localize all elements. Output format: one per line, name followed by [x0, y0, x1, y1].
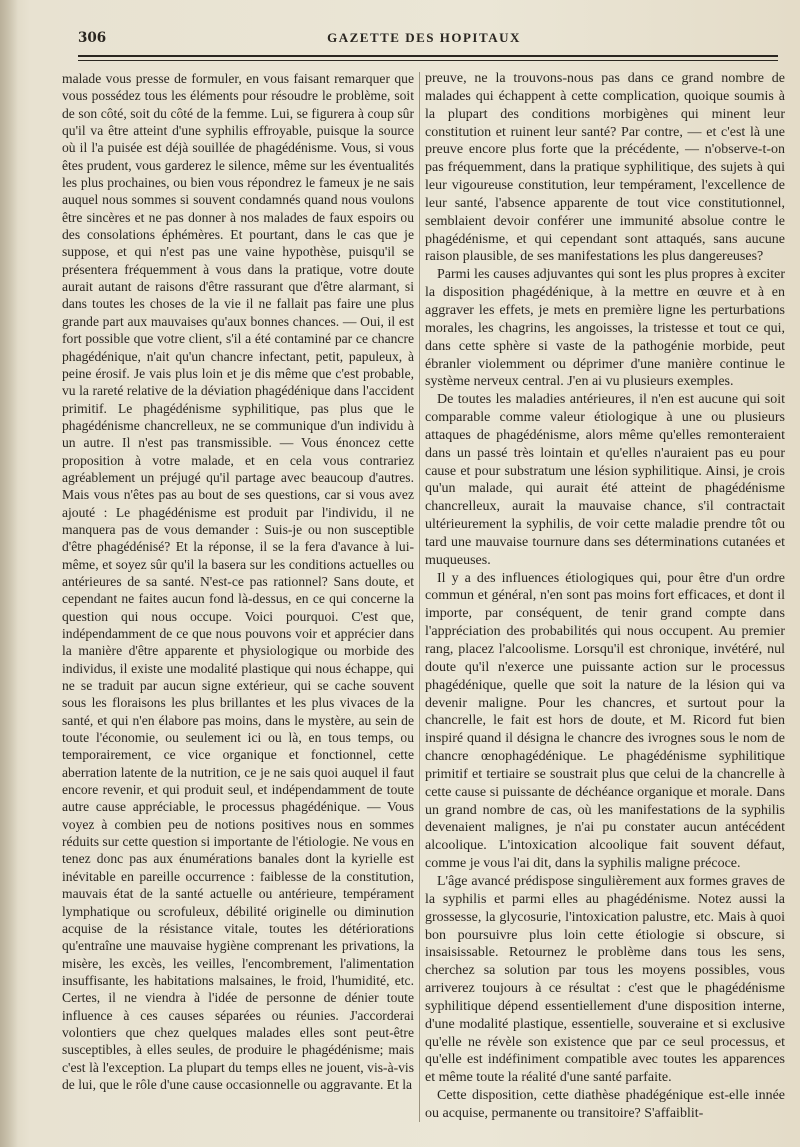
- page-header: [78, 26, 770, 50]
- right-paragraph-5: L'âge avancé prédispose singulièrement aux formes graves de la syphilis et parmi elles au phagédénisme. Notez aussi la grossesse, la glycosurie, l'intoxication palustre, etc. Mais à quoi bon poursuivre plus loin cette étiologie si obscure, si insaisissable. Retournez le problème dans tous les sens, cherchez sa solution par tous les moyens possibles, vous arriverez toujours à ce résultat : c'est que le phagédénisme syphilitique dépend essentiellement d'une disposition interne, d'une modalité plastique, essentielle, souveraine et si exclusive qu'elle ne révèle son existence que par ce seul processus, et qu'elle est indéfiniment compatible avec toutes les apparences et même toute la réalité d'une santé parfaite.: [425, 873, 785, 1086]
- right-paragraph-2: Parmi les causes adjuvantes qui sont les plus propres à exciter la disposition phagédénique, à la mettre en œuvre et à en aggraver les effets, je mets en première ligne les perturbations morales, les chagrins, les angoisses, la tristesse et tout ce qui, dans cette sphère si vaste de la pathogénie morbide, peut ébranler violemment ou déprimer d'une manière continue le système nerveux central. J'en ai vu plusieurs exemples.: [425, 267, 785, 390]
- right-paragraph-3: De toutes les maladies antérieures, il n'en est aucune qui soit comparable comme valeur étiologique à une ou plusieurs attaques de phagédénisme, alors même qu'elles remonteraient dans un passé très lointain et qu'elles n'auraient pas eu pour cause et pour substratum une lésion syphilitique. Ainsi, je crois qu'un malade, qui aurait été atteint de phagédénisme chancrelleux, aurait la mauvaise chance, s'il contractait ultérieurement la syphilis, de voir cette maladie prendre tôt ou tard une mauvaise tournure dans ses déterminations cutanées et muqueuses.: [425, 392, 785, 568]
- right-paragraph-4: Il y a des influences étiologiques qui, pour être d'un ordre commun et général, n'en sont pas moins fort efficaces, et dont il importe, par conséquent, de tenir grand compte dans l'appréciation des probabilités qui nous occupent. Au premier rang, placez l'alcoolisme. Lorsqu'il est chronique, invétéré, nul doute qu'il n'exerce une puissante action sur le processus phagédénique, quelle que soit la nature de la lésion qui va devenir maligne. Pour les chancres, et surtout pour la chancrelle, le fait est hors de doute, et M. Ricord fut bien inspiré quand il désigna le chancre des ivrognes sous le nom de chancre œnophagédénique. Le phagédénisme syphilitique primitif et tertiaire se soustrait plus que celui de la chancrelle à cette cause si puissante de déchéance organique et morale. Dans un grand nombre de cas, où les manifestations de la syphilis devenaient malignes, je n'ai pu constater aucun antécédent alcoolique. L'intoxication alcoolique fait souvent défaut, comme je vous l'ai dit, dans la syphilis maligne précoce.: [425, 570, 785, 872]
- header-rule-thin: [78, 60, 778, 61]
- column-divider: [419, 72, 420, 1122]
- page-number: 306: [78, 30, 107, 46]
- left-paragraph-1: malade vous presse de formuler, en vous faisant remarquer que vous possédez tous les éléments pour résoudre le problème, soit de son côté, soit du côté de la femme. Lui, se figurera à coup sûr qu'il va être atteint d'une syphilis effroyable, puisque la source où il l'a puisée est déjà souillée de phagédénisme. Vous, si vous êtes prudent, vous garderez le silence, même sur les éventualités les plus prochaines, ou bien vous répondrez le fameux je ne sais auquel nous sommes si souvent condamnés quand nous voulons être sincères et ne pas donner à nos malades de faux espoirs ou des consolations éphémères. Et pourtant, dans le cas que je suppose, et qui n'est pas une vaine hypothèse, puisqu'il se présentera fréquemment à vous dans la pratique, votre doute aurait autant de raisons d'être rassurant que d'être alarmant, si dans toutes les choses de la vie il ne fallait pas faire une plus grande part aux mauvaises qu'aux bonnes chances. — Oui, il est fort possible que votre client, s'il a été contaminé par ce chancre phagédénique, n'ait qu'un chancre infectant, petit, papuleux, à peine érosif. Je vais plus loin et je dis même que c'est probable, vu la rareté relative de la déviation phagédénique dans l'accident primitif. Le phagédénisme syphilitique, pas plus que le phagédénisme chancrelleux, ne se communique d'un individu à un autre. Il n'est pas transmissible. — Vous énoncez cette proposition à votre malade, et en cela vous contrariez agréablement un préjugé qu'il partage avec beaucoup d'autres. Mais vous n'êtes pas au bout de ses questions, car si vous avez ajouté : Le phagédénisme est produit par l'individu, il ne manquera pas de vous demander : Suis-je ou non susceptible d'être phagédénisé? Et la réponse, il se la fera d'avance à lui-même, et soyez sûr qu'il la basera sur les conditions actuelles ou antérieures de sa santé. N'est-ce pas rationnel? Sans doute, et cependant ne faites aucun fond là-dessus, en ce qui concerne la question qui nous occupe. Voici pourquoi. C'est que, indépendamment de ce que nous pouvons voir et apprécier dans la manière d'être apparente et physiologique ou morbide des individus, il existe une modalité plastique qui nous échappe, qui ne se traduit par aucun signe extérieur, qui se cache souvent sous les floraisons les plus brillantes et les plus vivaces de la santé, et qui n'en élabore pas moins, dans le mystère, au sein de toute l'économie, ou seulement ici ou là, en tous temps, ou temporairement, ce vice organique et fonctionnel, cette aberration latente de la nutrition, ce je ne sais quoi auquel il faut encore revenir, et qui produit seul, et indépendamment de toute autre cause appréciable, le processus phagédénique. — Vous voyez à combien peu de notions positives nous en sommes réduits sur cette question si importante de l'étiologie. Ne vous en tenez donc pas aux énumérations banales dont la kyrielle est inévitable en pareille occurrence : faiblesse de la constitution, mauvais état de la santé actuelle ou antérieure, tempérament lymphatique ou scrofuleux, débilité originelle ou diminution acquise de la résistance vitale, toutes les détériorations qu'entraîne une mauvaise hygiène comprenant les privations, la misère, les excès, les veilles, l'encombrement, l'alimentation insuffisante, les habitations malsaines, le froid, l'humidité, etc. Certes, il ne viendra à l'idée de personne de dénier toute influence à ces causes séparées ou réunies. J'accorderai volontiers que chez quelques malades elles sont peut-être susceptibles, à elles seules, de produire le phagédénisme; mais c'est là l'exception. La plupart du temps elles ne jouent, vis-à-vis de lui, que le rôle d'une cause occasionnelle ou aggravante. Et la: [62, 71, 414, 1092]
- header-rule-thick: [78, 55, 778, 57]
- left-column: [62, 70, 414, 1093]
- journal-title: GAZETTE DES HOPITAUX: [327, 30, 521, 45]
- page-edge-shadow: [0, 0, 18, 1147]
- right-column: [425, 70, 785, 1123]
- right-paragraph-1: preuve, ne la trouvons-nous pas dans ce grand nombre de malades qui échappent à cette complication, quoique soumis à la plupart des conditions morbigènes qui minent leur constitution et ruinent leur santé? Par contre, — et c'est là une preuve encore plus forte que la précédente, — n'observe-t-on pas fréquemment, dans la pratique syphilitique, des sujets à qui leur vigoureuse constitution, leur tempérament, l'excellence de leur santé, l'absence apparente de tout vice constitutionnel, semblaient devoir conférer une immunité absolue contre le phagédénisme, et qui cependant sont attaqués, sans aucune raison plausible, de ses manifestations les plus dangereuses?: [425, 71, 785, 265]
- right-paragraph-6: Cette disposition, cette diathèse phadégénique est-elle innée ou acquise, permanente ou transitoire? S'affaiblit-: [425, 1088, 785, 1121]
